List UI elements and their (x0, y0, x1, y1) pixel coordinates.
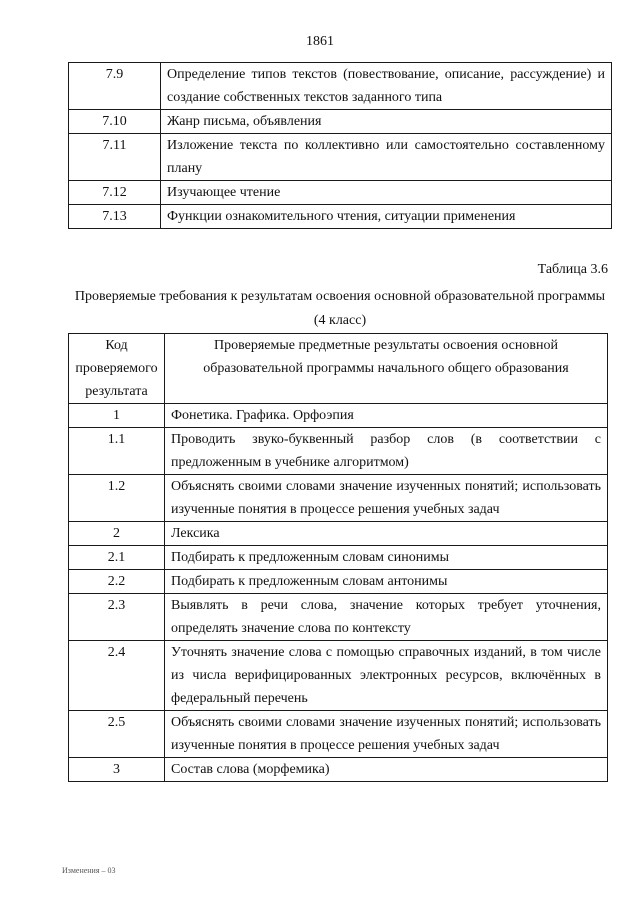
result-description: Проводить звуко-буквенный разбор слов (в соответствии с предложенным в учебнике алгоритмом) (165, 428, 608, 475)
table-row (69, 404, 608, 428)
result-code: 1.1 (69, 428, 165, 475)
header-description: Проверяемые предметные результаты освоения основной образовательной программы начального общего образования (165, 334, 608, 404)
result-code: 7.10 (69, 110, 161, 134)
table-row (69, 428, 608, 475)
result-code: 7.13 (69, 205, 161, 229)
table-row (69, 758, 608, 782)
table-row (69, 134, 612, 181)
table-row (69, 641, 608, 711)
result-description: Объяснять своими словами значение изученных понятий; использовать изученные понятия в процессе решения учебных задач (165, 711, 608, 758)
table-row (69, 63, 612, 110)
requirements-table (68, 333, 608, 782)
table-caption-label: Таблица 3.6 (537, 262, 608, 277)
result-code: 2.4 (69, 641, 165, 711)
result-description: Изложение текста по коллективно или самостоятельно составленному плану (161, 134, 612, 181)
result-description: Жанр письма, объявления (161, 110, 612, 134)
result-description: Фонетика. Графика. Орфоэпия (165, 404, 608, 428)
result-code: 7.11 (69, 134, 161, 181)
table-row (69, 522, 608, 546)
result-code: 3 (69, 758, 165, 782)
table-row (69, 110, 612, 134)
result-description: Подбирать к предложенным словам антонимы (165, 570, 608, 594)
table-row (69, 570, 608, 594)
result-description: Выявлять в речи слова, значение которых требует уточнения, определять значение слова по контексту (165, 594, 608, 641)
result-code: 1 (69, 404, 165, 428)
result-code: 2.2 (69, 570, 165, 594)
table-row (69, 546, 608, 570)
table-row (69, 594, 608, 641)
table-caption-title: Проверяемые требования к результатам освоения основной образовательной программы (4 класс) (74, 289, 606, 328)
header-code: Код проверяемого результата (69, 334, 165, 404)
table-row (69, 711, 608, 758)
result-code: 2.1 (69, 546, 165, 570)
result-description: Лексика (165, 522, 608, 546)
table-header-row (69, 334, 608, 404)
page-number: 1861 (306, 34, 334, 49)
result-description: Определение типов текстов (повествование, описание, рассуждение) и создание собственных текстов заданного типа (161, 63, 612, 110)
result-description: Подбирать к предложенным словам синонимы (165, 546, 608, 570)
result-code: 2.5 (69, 711, 165, 758)
table-row (69, 181, 612, 205)
table-row (69, 475, 608, 522)
revision-footer: Изменения – 03 (62, 866, 116, 875)
result-description: Функции ознакомительного чтения, ситуации применения (161, 205, 612, 229)
table-row (69, 205, 612, 229)
continued-requirements-table (68, 62, 612, 229)
result-code: 2 (69, 522, 165, 546)
result-description: Изучающее чтение (161, 181, 612, 205)
result-code: 1.2 (69, 475, 165, 522)
result-code: 7.9 (69, 63, 161, 110)
result-description: Уточнять значение слова с помощью справочных изданий, в том числе из числа верифицированных электронных ресурсов, включённых в федеральный перечень (165, 641, 608, 711)
result-description: Состав слова (морфемика) (165, 758, 608, 782)
result-code: 2.3 (69, 594, 165, 641)
result-code: 7.12 (69, 181, 161, 205)
result-description: Объяснять своими словами значение изученных понятий; использовать изученные понятия в процессе решения учебных задач (165, 475, 608, 522)
